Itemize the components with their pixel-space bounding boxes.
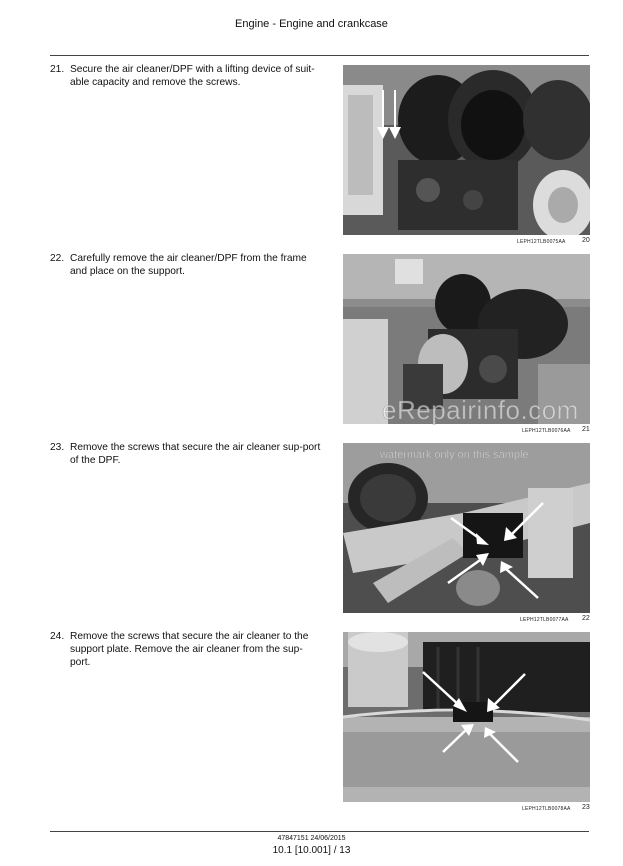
step-23-text (50, 441, 322, 467)
document-code: 47847151 24/06/2015 (277, 835, 346, 842)
figure-number: 20 (582, 237, 590, 244)
step-number: 21. (50, 64, 65, 75)
step-instruction: Remove the screws that secure the air cleaner to the support plate. Remove the air cleaner from the sup-port. (70, 631, 309, 668)
step-instruction: Carefully remove the air cleaner/DPF from the frame and place on the support. (70, 253, 307, 277)
watermark-logo-text: eRepairinfo.com (382, 395, 579, 425)
photo-figure-23 (343, 632, 590, 802)
step-number: 24. (50, 631, 65, 642)
step-instruction: Remove the screws that secure the air cleaner sup-port of the DPF. (70, 442, 321, 466)
figure-caption: LEPH12TLB0077AA (520, 617, 569, 623)
figure-number: 22 (582, 615, 590, 622)
step-number: 22. (50, 253, 65, 264)
photo-figure-21 (343, 254, 590, 424)
figure-caption: LEPH12TLB0076AA (522, 428, 571, 434)
photo-figure-22 (343, 443, 590, 613)
figure-caption: LEPH12TLB0075AA (517, 239, 566, 245)
page-number: 10.1 [10.001] / 13 (272, 845, 351, 856)
step-number: 23. (50, 442, 65, 453)
step-21-text (50, 63, 322, 89)
footer-rule (50, 831, 589, 832)
page-header-title: Engine - Engine and crankcase (235, 18, 388, 30)
figure-number: 21 (582, 426, 590, 433)
figure-number: 23 (582, 804, 590, 811)
figure-caption: LEPH12TLB0078AA (522, 806, 571, 812)
step-instruction: Secure the air cleaner/DPF with a lifting device of suit-able capacity and remove the screws. (70, 64, 315, 88)
header-rule (50, 55, 589, 56)
step-22-text (50, 252, 322, 278)
step-24-text (50, 630, 322, 669)
watermark-notice: watermark only on this sample (380, 449, 529, 461)
photo-figure-20 (343, 65, 590, 235)
